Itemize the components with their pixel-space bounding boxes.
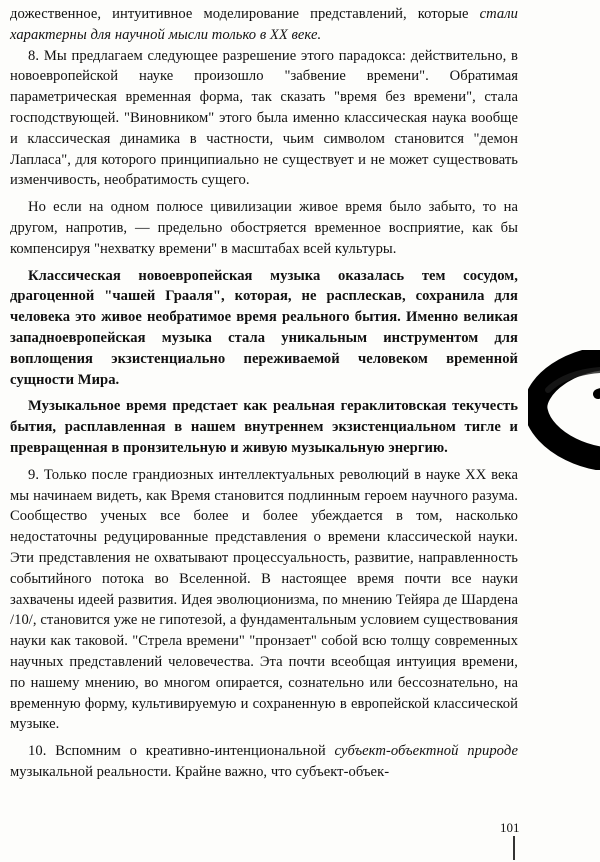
paragraph-10 (10, 741, 518, 783)
text-segment: 8. Мы предлагаем следующее разрешение этого парадокса: действительно, в новоевропейской науке произошло "забвение времени". Обратимая параметрическая временная форма, так сказать "время без времени", стала господствующей. "Виновником" этого была именно классическая наука вообще и классическая динамика в частности, чьим символом становится "демон Лапласа", для которого принципиально не существует и не может существовать изменчивость, необратимость сущего. (10, 47, 518, 189)
paragraph-8 (10, 46, 518, 192)
text-segment-bold: Классическая новоевропейская музыка оказалась тем сосудом, драгоценной "чашей Грааля", которая, не расплескав, сохранила для человека это живое необратимое время реального бытия. Именно великая западноевропейская музыка стала уникальным инструментом для воплощения экзистенциально переживаемой человеком временной сущности Мира. (10, 267, 518, 388)
text-segment: Но если на одном полюсе цивилизации живое время было забыто, то на другом, напротив, — предельно обостряется временное восприятие, как бы компенсируя "нехватку времени" в масштабах всей культуры. (10, 199, 518, 257)
text-segment-bold: Музыкальное время предстает как реальная гераклитовская текучесть бытия, расплавленная в нашем внутреннем экзистенциальном тигле и превращенная в пронзительную и живую музыкальную энергию. (10, 398, 518, 456)
text-segment-italic: стали характерны для научной мысли только в XX веке. (10, 6, 518, 43)
text-segment-italic: субъект-объектной природе (334, 743, 518, 760)
paragraph-9 (10, 465, 518, 735)
page-text (10, 4, 518, 783)
thumb-index-mark-icon (528, 350, 600, 470)
text-segment: дожественное, интуитивное моделирование представлений, которые (10, 6, 480, 22)
scan-artifact-line (513, 836, 515, 860)
text-segment: 10. Вспомним о креативно-интенциональной (28, 743, 335, 760)
paragraph-musical-time (10, 396, 518, 458)
paragraph-grail (10, 266, 518, 391)
text-segment: 9. Только после грандиозных интеллектуальных революций в науке XX века мы начинаем видеть, как Время становится подлинным героем научного разума. Сообщество ученых все более и более убеждается в том, насколько недостаточны редуцированные представления о времени классической науки. Эти представления не охватывают процессуальность, развитие, направленность событийного потока во Вселенной. В настоящее время почти все науки захвачены идеей развития. Идея эволюционизма, по мнению Тейяра де Шардена /10/, становится уже не гипотезой, а фундаментальным условием существования науки как таковой. "Стрела времени" "пронзает" собой всю толщу современных научных представлений человечества. Эта почти всеобщая интуиция времени, по нашему мнению, во многом опирается, сознательно или бессознательно, на временную форму, культивируемую и сохраненную в европейской классической музыке. (10, 466, 518, 733)
paragraph-civilization (10, 197, 518, 259)
page-number: 101 (500, 820, 520, 835)
paragraph-continuation (10, 4, 518, 46)
text-segment: музыкальной реальности. Крайне важно, что субъект-объек- (10, 763, 390, 780)
